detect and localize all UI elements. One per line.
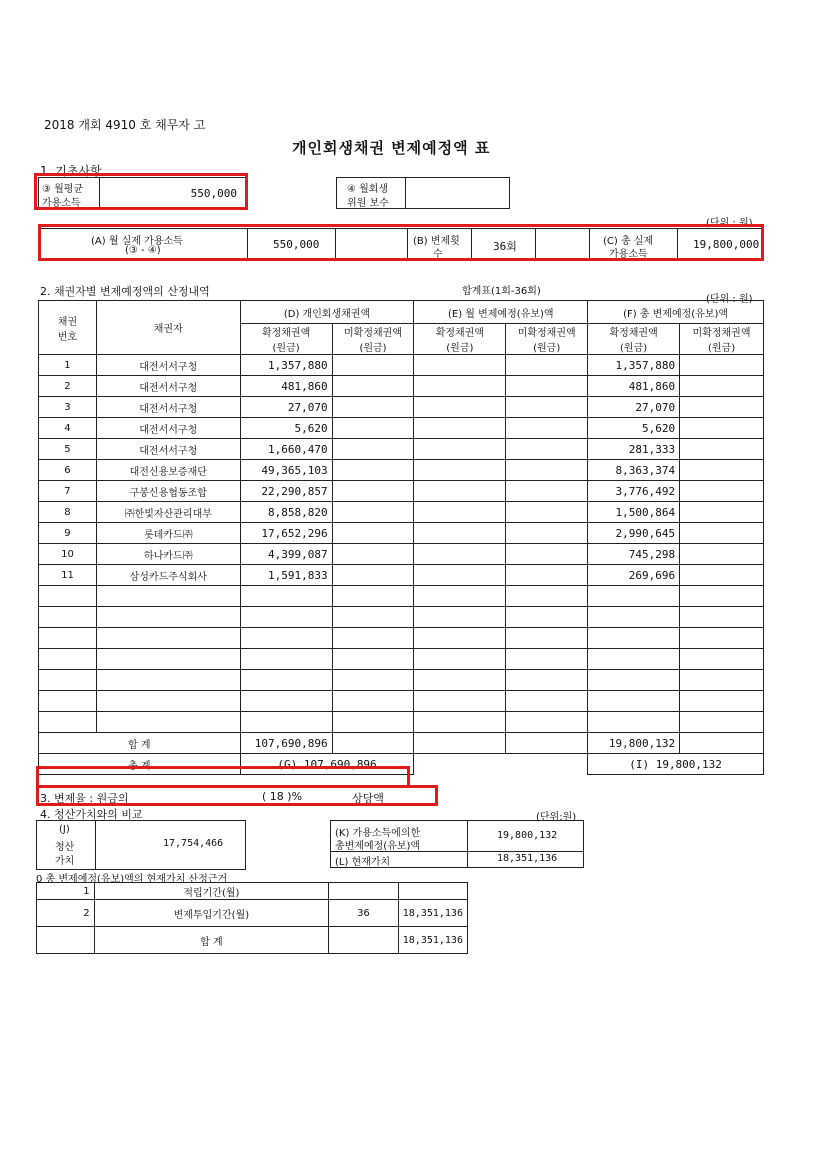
cell-blank [506,481,588,502]
sub-header-f-unconfirmed: 미확정채권액 (원금) [680,324,764,355]
cell-creditor: 하나카드㈜ [96,544,240,565]
sum-note: 합계표(1회-36회) [462,286,541,297]
cell-blank [506,544,588,565]
a-label-1: (A) 월 실제 가용소득 [91,236,183,247]
j-value: 17,754,466 [163,838,224,849]
cell-blank [332,376,414,397]
cell-d [240,586,332,607]
cell-blank [414,712,506,733]
cell-blank [414,481,506,502]
k-label-1: (K) 가용소득에의한 [335,828,421,839]
cell-d: 4,399,087 [240,544,332,565]
pv-row [37,900,468,927]
a-label-2: (③ - ④) [125,245,161,256]
section4-unit: (단위:원) [536,812,577,823]
cell-blank [414,565,506,586]
cell-d [240,607,332,628]
pv-total-empty-2 [329,927,399,954]
cell-blank [414,439,506,460]
pv-cell-no: 2 [37,900,95,927]
cell-blank [506,691,588,712]
subtotal-empty-4 [680,733,764,754]
cell-blank [506,712,588,733]
table-row [39,397,764,418]
cell-blank [414,397,506,418]
cell-blank [680,691,764,712]
cell-blank [332,523,414,544]
cell-creditor: 구봉신용협동조합 [96,481,240,502]
b-label-2: 수 [433,249,443,260]
empty-row [39,607,764,628]
cell-blank [680,502,764,523]
cell-d [240,691,332,712]
cell-blank [414,607,506,628]
avg-income-box [38,177,248,209]
cell-blank [332,460,414,481]
cell-blank [680,523,764,544]
cell-no: 10 [39,544,97,565]
cell-blank [332,544,414,565]
cell-f [588,649,680,670]
cell-blank [332,502,414,523]
total-empty [414,754,588,775]
cell-d: 27,070 [240,397,332,418]
cell-f: 1,357,880 [588,355,680,376]
avg-income-value: 550,000 [190,187,237,200]
c-label-2: 가용소득 [609,249,648,260]
cell-blank [680,439,764,460]
table-row [39,523,764,544]
cell-blank [680,607,764,628]
cell-d: 1,660,470 [240,439,332,460]
cell-f: 745,298 [588,544,680,565]
cell-blank [506,628,588,649]
cell-blank [680,460,764,481]
cell-blank [506,355,588,376]
cell-no [39,670,97,691]
case-number: 2018 개회 4910 호 채무자 고 [44,118,206,132]
empty-row [39,586,764,607]
table-row [39,418,764,439]
cell-f: 8,363,374 [588,460,680,481]
cell-f: 481,860 [588,376,680,397]
pv-cell-months: 36 [329,900,399,927]
cell-blank [506,418,588,439]
cell-blank [680,586,764,607]
cell-blank [680,544,764,565]
cell-blank [332,355,414,376]
cell-creditor [96,712,240,733]
cell-blank [680,649,764,670]
cell-blank [414,628,506,649]
cell-blank [332,565,414,586]
table-row [39,439,764,460]
cell-blank [506,460,588,481]
cell-blank [506,607,588,628]
trustee-fee-label-2: 위원 보수 [347,198,389,209]
avg-income-label-1: ③ 월평균 [42,184,84,195]
repayment-rate-value: ( 18 )% [262,790,303,803]
pv-cell-label: 적립기간(월) [94,883,328,900]
cell-no: 2 [39,376,97,397]
cell-no [39,691,97,712]
empty-row [39,712,764,733]
cell-blank [506,670,588,691]
cell-blank [414,355,506,376]
cell-blank [680,355,764,376]
col-header-d: (D) 개인회생채권액 [240,301,414,324]
pv-total-value: 18,351,136 [398,927,467,954]
cell-blank [332,712,414,733]
cell-f: 3,776,492 [588,481,680,502]
cell-f: 5,620 [588,418,680,439]
cell-blank [414,544,506,565]
sub-header-e-unconfirmed: 미확정채권액 (원금) [506,324,588,355]
cell-blank [506,586,588,607]
subtotal-empty-1 [332,733,414,754]
cell-creditor: 대전서서구청 [96,355,240,376]
subtotal-label: 합 계 [39,733,241,754]
cell-no: 5 [39,439,97,460]
cell-blank [680,397,764,418]
table-row [39,565,764,586]
section4-heading: 4. 청산가치와의 비교 [40,808,143,821]
cell-blank [680,712,764,733]
cell-blank [414,691,506,712]
cell-blank [332,586,414,607]
sub-header-f-confirmed: 확정채권액 (원금) [588,324,680,355]
k-value: 19,800,132 [497,830,558,841]
subtotal-empty-3 [506,733,588,754]
cell-creditor [96,649,240,670]
empty-row [39,670,764,691]
cell-blank [414,376,506,397]
col-header-creditor: 채권자 [96,301,240,355]
cell-blank [332,397,414,418]
pv-cell-no: 1 [37,883,95,900]
cell-creditor: 삼성카드주식회사 [96,565,240,586]
cell-blank [332,670,414,691]
cell-blank [680,628,764,649]
section5-heading: 0 총 변제예정(유보)액의 현재가치 산정근거 [36,874,228,885]
cell-blank [414,418,506,439]
sub-header-e-confirmed: 확정채권액 (원금) [414,324,506,355]
present-value-table [36,882,468,954]
total-label: 총 계 [39,754,241,775]
cell-blank [680,481,764,502]
total-g: (G) 107,690,896 [240,754,414,775]
cell-no [39,628,97,649]
l-value: 18,351,136 [497,853,558,864]
pv-cell-label: 변제투입기간(월) [94,900,328,927]
total-i: (I) 19,800,132 [588,754,764,775]
cell-f [588,712,680,733]
liquidation-value-box [36,820,246,870]
cell-blank [332,607,414,628]
cell-f: 27,070 [588,397,680,418]
cell-blank [680,376,764,397]
cell-f [588,628,680,649]
cell-blank [680,670,764,691]
c-label-1: (C) 총 실제 [603,236,654,247]
trustee-fee-label-1: ④ 월회생 [347,184,389,195]
pv-total-label: 합 계 [94,927,328,954]
pv-cell-months [329,883,399,900]
b-label-1: (B) 변제횟 [413,236,460,247]
empty-row [39,649,764,670]
col-header-no: 채권 번호 [39,301,97,355]
table-row [39,355,764,376]
cell-f [588,586,680,607]
l-label: (L) 현재가치 [335,857,391,868]
cell-d: 1,357,880 [240,355,332,376]
cell-creditor: 대전서서구청 [96,397,240,418]
cell-no [39,712,97,733]
col-header-e: (E) 월 변제예정(유보)액 [414,301,588,324]
cell-d [240,712,332,733]
empty-row [39,628,764,649]
cell-creditor [96,607,240,628]
j-label-1: (J) [59,824,70,835]
cell-no: 11 [39,565,97,586]
creditor-table [38,300,764,775]
cell-no: 7 [39,481,97,502]
cell-blank [506,376,588,397]
b-value: 36회 [493,240,517,253]
j-label-3: 가치 [55,856,75,867]
cell-blank [332,418,414,439]
cell-f: 1,500,864 [588,502,680,523]
pv-row [37,883,468,900]
trustee-fee-box [336,177,510,209]
cell-d [240,628,332,649]
k-label-2: 총변제예정(유보)액 [335,841,421,852]
cell-no: 1 [39,355,97,376]
cell-no: 9 [39,523,97,544]
cell-no: 8 [39,502,97,523]
cell-blank [332,481,414,502]
page-title: 개인회생채권 변제예정액 표 [292,139,491,157]
cell-f: 281,333 [588,439,680,460]
cell-d: 5,620 [240,418,332,439]
cell-creditor [96,586,240,607]
cell-f: 2,990,645 [588,523,680,544]
section1-unit: (단위 : 원) [706,218,753,229]
cell-no [39,607,97,628]
cell-d: 8,858,820 [240,502,332,523]
c-value: 19,800,000 [693,238,760,251]
cell-blank [506,439,588,460]
cell-blank [332,691,414,712]
income-summary-row [40,228,764,260]
cell-blank [414,523,506,544]
cell-blank [680,418,764,439]
cell-d: 17,652,296 [240,523,332,544]
cell-d [240,670,332,691]
pv-cell-value: 18,351,136 [398,900,467,927]
cell-creditor: ㈜한빛자산관리대부 [96,502,240,523]
repayment-rate-suffix: 상당액 [352,792,384,805]
cell-f [588,691,680,712]
cell-blank [680,565,764,586]
pv-total-empty [37,927,95,954]
cell-creditor [96,691,240,712]
cell-creditor [96,670,240,691]
cell-creditor: 대전서서구청 [96,439,240,460]
cell-no: 6 [39,460,97,481]
cell-f [588,670,680,691]
cell-blank [414,460,506,481]
cell-blank [332,439,414,460]
cell-d: 49,365,103 [240,460,332,481]
table-row [39,544,764,565]
sub-header-d-confirmed: 확정채권액 (원금) [240,324,332,355]
subtotal-d: 107,690,896 [240,733,332,754]
cell-creditor: 롯데카드㈜ [96,523,240,544]
subtotal-f: 19,800,132 [588,733,680,754]
table-row [39,502,764,523]
sub-header-d-unconfirmed: 미확정채권액 (원금) [332,324,414,355]
cell-blank [332,649,414,670]
repayment-rate-label: 3. 변제율 : 원금의 [40,792,129,805]
cell-blank [414,670,506,691]
avg-income-label-2: 가용소득 [42,198,81,209]
cell-blank [506,502,588,523]
table-row [39,460,764,481]
cell-blank [506,523,588,544]
comparison-box [330,820,584,868]
cell-blank [332,628,414,649]
a-value: 550,000 [273,238,320,251]
cell-f [588,607,680,628]
cell-blank [506,649,588,670]
cell-blank [506,397,588,418]
table-row [39,481,764,502]
col-header-f: (F) 총 변제예정(유보)액 [588,301,764,324]
cell-no: 4 [39,418,97,439]
cell-no [39,649,97,670]
subtotal-empty-2 [414,733,506,754]
empty-row [39,691,764,712]
cell-blank [414,502,506,523]
cell-blank [414,649,506,670]
cell-d: 22,290,857 [240,481,332,502]
section2-unit: (단위 : 원) [706,294,753,305]
cell-creditor: 대전서서구청 [96,418,240,439]
j-label-2: 청산 [55,842,75,853]
section1-heading: 1. 기초사항 [40,164,102,178]
pv-cell-value [398,883,467,900]
cell-blank [414,586,506,607]
cell-d: 1,591,833 [240,565,332,586]
table-row [39,376,764,397]
cell-d [240,649,332,670]
cell-creditor: 대전서서구청 [96,376,240,397]
section2-heading: 2. 채권자별 변제예정액의 산정내역 [40,285,210,298]
cell-creditor [96,628,240,649]
cell-blank [506,565,588,586]
cell-d: 481,860 [240,376,332,397]
cell-no: 3 [39,397,97,418]
cell-no [39,586,97,607]
cell-creditor: 대전신용보증재단 [96,460,240,481]
cell-f: 269,696 [588,565,680,586]
